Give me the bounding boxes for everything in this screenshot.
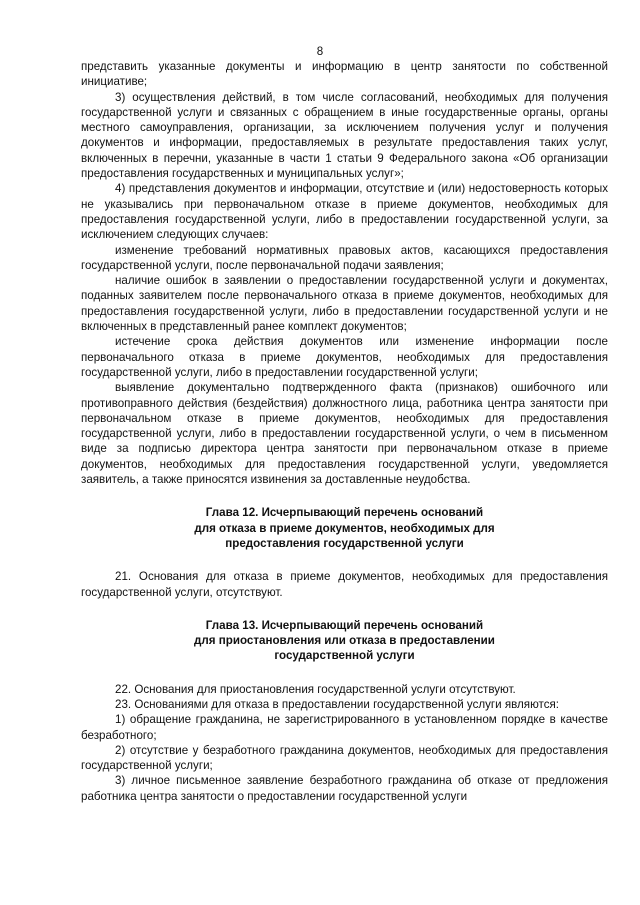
chapter-12-heading-line: Глава 12. Исчерпывающий перечень оснований	[205, 506, 484, 520]
chapter-13-heading-line: государственной услуги	[274, 649, 415, 663]
chapter-13-heading-line: Глава 13. Исчерпывающий перечень оснований	[205, 618, 484, 632]
paragraph-23-item-3: 3) личное письменное заявление безработного гражданина об отказе от предложения работника центра занятости о предоставлении государственной услуги	[81, 774, 608, 803]
paragraph-exception-2: наличие ошибок в заявлении о предоставлении государственной услуги и документах, поданных заявителем после первоначального отказа в приеме документов, необходимых для предоставления государственной услуги, либо в предоставлении государственной услуги и не включенных в представленный ранее комплект документов;	[81, 274, 608, 334]
paragraph-exception-4: выявление документально подтвержденного факта (признаков) ошибочного или противоправного действия (бездействия) должностного лица, работника центра занятости при первоначальном отказе в приеме документов, необходимых для предоставления государственной услуги, либо в предоставлении государственной услуги, о чем в письменном виде за подписью директора центра занятости при первоначальном отказе в приеме документов, необходимых для предоставления государственной услуги, уведомляется заявитель, а также приносятся извинения за доставленные неудобства.	[81, 381, 608, 487]
chapter-12-heading-line: для отказа в приеме документов, необходимых для	[194, 521, 495, 535]
chapter-12-heading	[81, 505, 608, 551]
paragraph-22: 22. Основания для приостановления государственной услуги отсутствуют.	[115, 682, 516, 696]
paragraph-23-item-2: 2) отсутствие у безработного гражданина документов, необходимых для предоставления государственной услуги;	[81, 743, 608, 773]
paragraph-item-4: 4) представления документов и информации, отсутствие и (или) недостоверность которых не указывались при первоначальном отказе в приеме документов, необходимых для предоставления государственной услуги, либо в предоставлении государственной услуги, за исключением следующих случаев:	[81, 182, 608, 242]
paragraph-21: 21. Основания для отказа в приеме документов, необходимых для предоставления государственной услуги, отсутствуют.	[81, 570, 608, 599]
chapter-13-heading	[81, 618, 608, 664]
paragraph-exception-1: изменение требований нормативных правовых актов, касающихся предоставления государственной услуги, после первоначальной подачи заявления;	[81, 243, 608, 272]
paragraph-exception-3: истечение срока действия документов или изменение информации после первоначального отказа в приеме документов, необходимых для предоставления государственной услуги, либо в предоставлении государственной услуги;	[81, 335, 608, 379]
chapter-13-heading-line: для приостановления или отказа в предоставлении	[194, 634, 495, 648]
paragraph-continuation: представить указанные документы и информацию в центр занятости по собственной инициативе;	[81, 60, 608, 89]
page-number: 8	[316, 45, 324, 58]
paragraph-item-3: 3) осуществления действий, в том числе согласований, необходимых для получения государственной услуги и связанных с обращением в иные государственные органы, органы местного самоуправления, организации, за исключением получения услуг и получения документов и информации, предоставляемых в результате предоставления таких услуг, включенных в перечни, указанные в части 1 статьи 9 Федерального закона «Об организации предоставления государственных и муниципальных услуг»;	[81, 90, 608, 181]
document-body	[81, 59, 608, 804]
chapter-12-heading-line: предоставления государственной услуги	[225, 536, 464, 550]
paragraph-23-item-1: 1) обращение гражданина, не зарегистрированного в установленном порядке в качестве безработного;	[81, 713, 608, 742]
paragraph-23: 23. Основаниями для отказа в предоставлении государственной услуги являются:	[115, 697, 559, 711]
